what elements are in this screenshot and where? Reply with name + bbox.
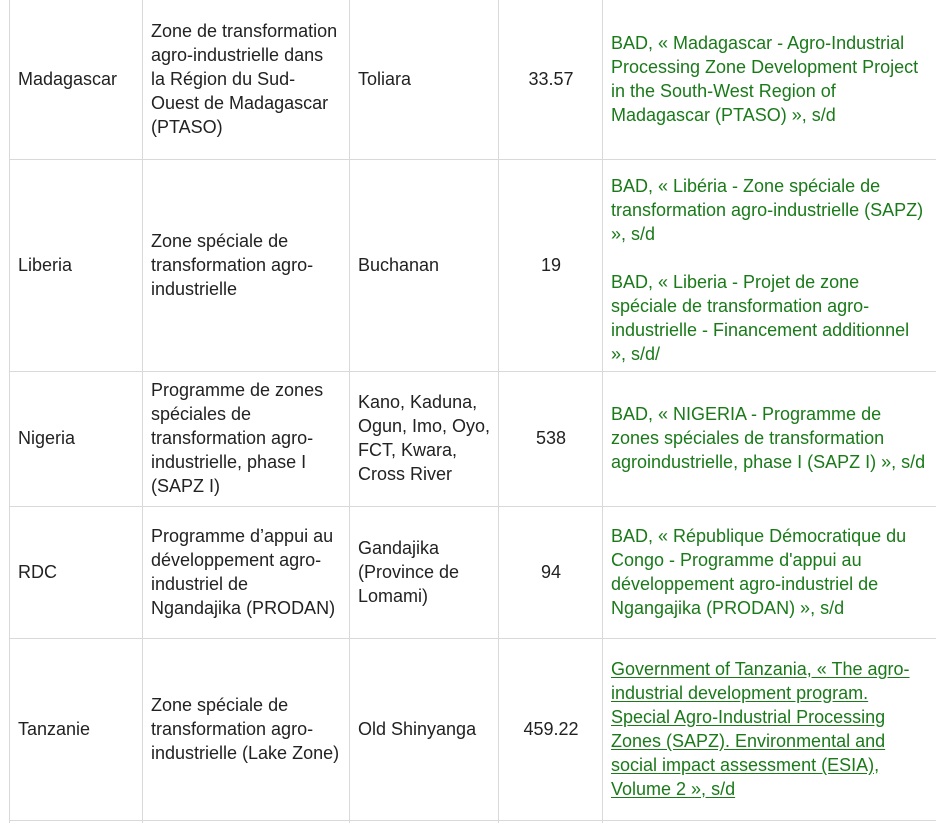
location-cell: Kano, Kaduna, Ogun, Imo, Oyo, FCT, Kwara, Cross River: [350, 371, 499, 506]
source-reference: BAD, « Liberia - Projet de zone spéciale de transformation agro-industrielle - Financement additionnel », s/d/: [611, 271, 910, 364]
table-wrapper: [9, 0, 936, 823]
amount-cell: 94: [499, 506, 603, 638]
project-cell: Zone spéciale de transformation agro-industrielle (Lake Zone): [143, 638, 350, 820]
location-cell: Gandajika (Province de Lomami): [350, 506, 499, 638]
table-row: [10, 159, 937, 371]
projects-table: [9, 0, 936, 823]
project-cell: Programme de zones spéciales de transformation agro-industrielle, phase I (SAPZ I): [143, 371, 350, 506]
amount-cell: 459.22: [499, 638, 603, 820]
location-cell: Toliara: [350, 0, 499, 159]
country-cell: Nigeria: [10, 371, 143, 506]
project-cell: Programme d’appui au développement agro-industriel de Ngandajika (PRODAN): [143, 506, 350, 638]
source-reference: BAD, « NIGERIA - Programme de zones spéciales de transformation agroindustrielle, phase I (SAPZ I) », s/d: [611, 404, 926, 472]
location-cell: Old Shinyanga: [350, 638, 499, 820]
table-row: [10, 506, 937, 638]
source-cell: [603, 159, 937, 371]
project-cell: Zone spéciale de transformation agro-industrielle: [143, 159, 350, 371]
amount-cell: 19: [499, 159, 603, 371]
amount-cell: 33.57: [499, 0, 603, 159]
amount-cell: 538: [499, 371, 603, 506]
source-reference: BAD, « Madagascar - Agro-Industrial Processing Zone Development Project in the South-West Region of Madagascar (PTASO) », s/d: [611, 32, 919, 125]
source-link[interactable]: Government of Tanzania, « The agro-industrial development program. Special Agro-Industrial Processing Zones (SAPZ). Environmental and social impact assessment (ESIA), Volume 2 », s/d: [611, 658, 910, 799]
location-cell: Buchanan: [350, 159, 499, 371]
source-cell: [603, 371, 937, 506]
country-cell: Madagascar: [10, 0, 143, 159]
source-cell: [603, 638, 937, 820]
country-cell: RDC: [10, 506, 143, 638]
table-row: [10, 0, 937, 159]
table-row: [10, 638, 937, 820]
project-cell: Zone de transformation agro-industrielle dans la Région du Sud-Ouest de Madagascar (PTASO): [143, 0, 350, 159]
table-row: [10, 371, 937, 506]
country-cell: Liberia: [10, 159, 143, 371]
source-cell: [603, 0, 937, 159]
source-cell: [603, 506, 937, 638]
source-reference: BAD, « République Démocratique du Congo - Programme d'appui au développement agro-industriel de Ngangajika (PRODAN) », s/d: [611, 525, 907, 618]
country-cell: Tanzanie: [10, 638, 143, 820]
source-reference: BAD, « Libéria - Zone spéciale de transformation agro-industrielle (SAPZ) », s/d: [611, 175, 924, 244]
